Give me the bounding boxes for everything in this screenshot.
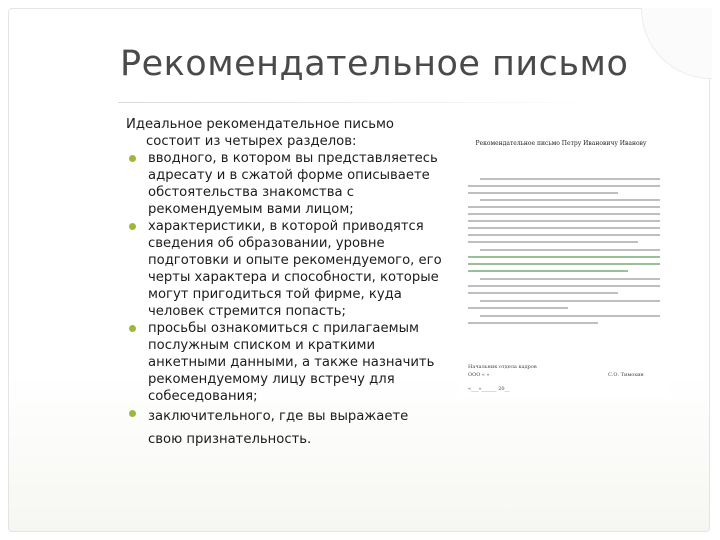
letter-signature-title: Начальник отдела кадров <box>468 364 537 370</box>
bullet-icon <box>129 223 136 230</box>
letter-text-line <box>480 249 660 251</box>
letter-signature-name: С.О. Тимохин <box>608 372 644 378</box>
letter-text-line <box>468 220 660 222</box>
letter-text-line <box>468 185 660 187</box>
letter-signature-date: «___»______ 20__ <box>468 386 510 392</box>
letter-text-line <box>480 278 660 280</box>
title-divider <box>118 102 598 103</box>
bullet-icon <box>129 410 136 417</box>
list-item <box>126 150 446 218</box>
letter-text-line <box>480 315 660 317</box>
slide-title: Рекомендательное письмо <box>120 44 629 84</box>
slide-body <box>126 116 446 451</box>
list-item-text: вводного, в котором вы представляетесь адресату и в сжатой форме описываете обстоятельства знакомства с рекомендуемым вами лицом; <box>148 151 438 217</box>
intro-text: Идеальное рекомендательное письмо состоит из четырех разделов: <box>126 117 394 149</box>
letter-text-line <box>480 199 660 201</box>
letter-text-line <box>468 192 618 194</box>
letter-text-line <box>480 178 660 180</box>
letter-text-line <box>468 241 638 243</box>
list-item-text: просьбы ознакомиться с прилагаемым послужным списком и краткими анкетными данными, а также назначить рекомендуемому лицу встречу для собеседования; <box>148 321 435 404</box>
letter-text-line <box>468 206 660 208</box>
list-item-text: заключительного, где вы выражаете свою признательность. <box>148 409 409 447</box>
letter-text-line <box>468 234 660 236</box>
list-item <box>126 320 446 405</box>
list-item <box>126 218 446 320</box>
letter-text-line <box>468 322 598 324</box>
letter-text-line <box>468 307 568 309</box>
letter-heading: Рекомендательное письмо Петру Ивановичу Иванову <box>475 140 647 147</box>
letter-text-line <box>468 213 660 215</box>
letter-highlight-line <box>468 256 660 258</box>
letter-sample-image <box>458 128 670 398</box>
letter-text-line <box>468 227 660 229</box>
bullet-icon <box>129 325 136 332</box>
letter-text-line <box>468 285 660 287</box>
letter-highlight-line <box>468 270 628 272</box>
sections-list <box>126 150 446 451</box>
letter-signature-company: ООО « » <box>468 372 490 378</box>
letter-highlight-line <box>468 263 660 265</box>
letter-text-line <box>468 292 618 294</box>
list-item-text: характеристики, в которой приводятся сведения об образовании, уровне подготовки и опыте рекомендуемого, его черты характера и способности, которые могут пригодиться той фирме, куда человек стремится попасть; <box>148 219 442 319</box>
letter-text-line <box>480 300 660 302</box>
bullet-icon <box>129 155 136 162</box>
list-item <box>126 405 446 451</box>
